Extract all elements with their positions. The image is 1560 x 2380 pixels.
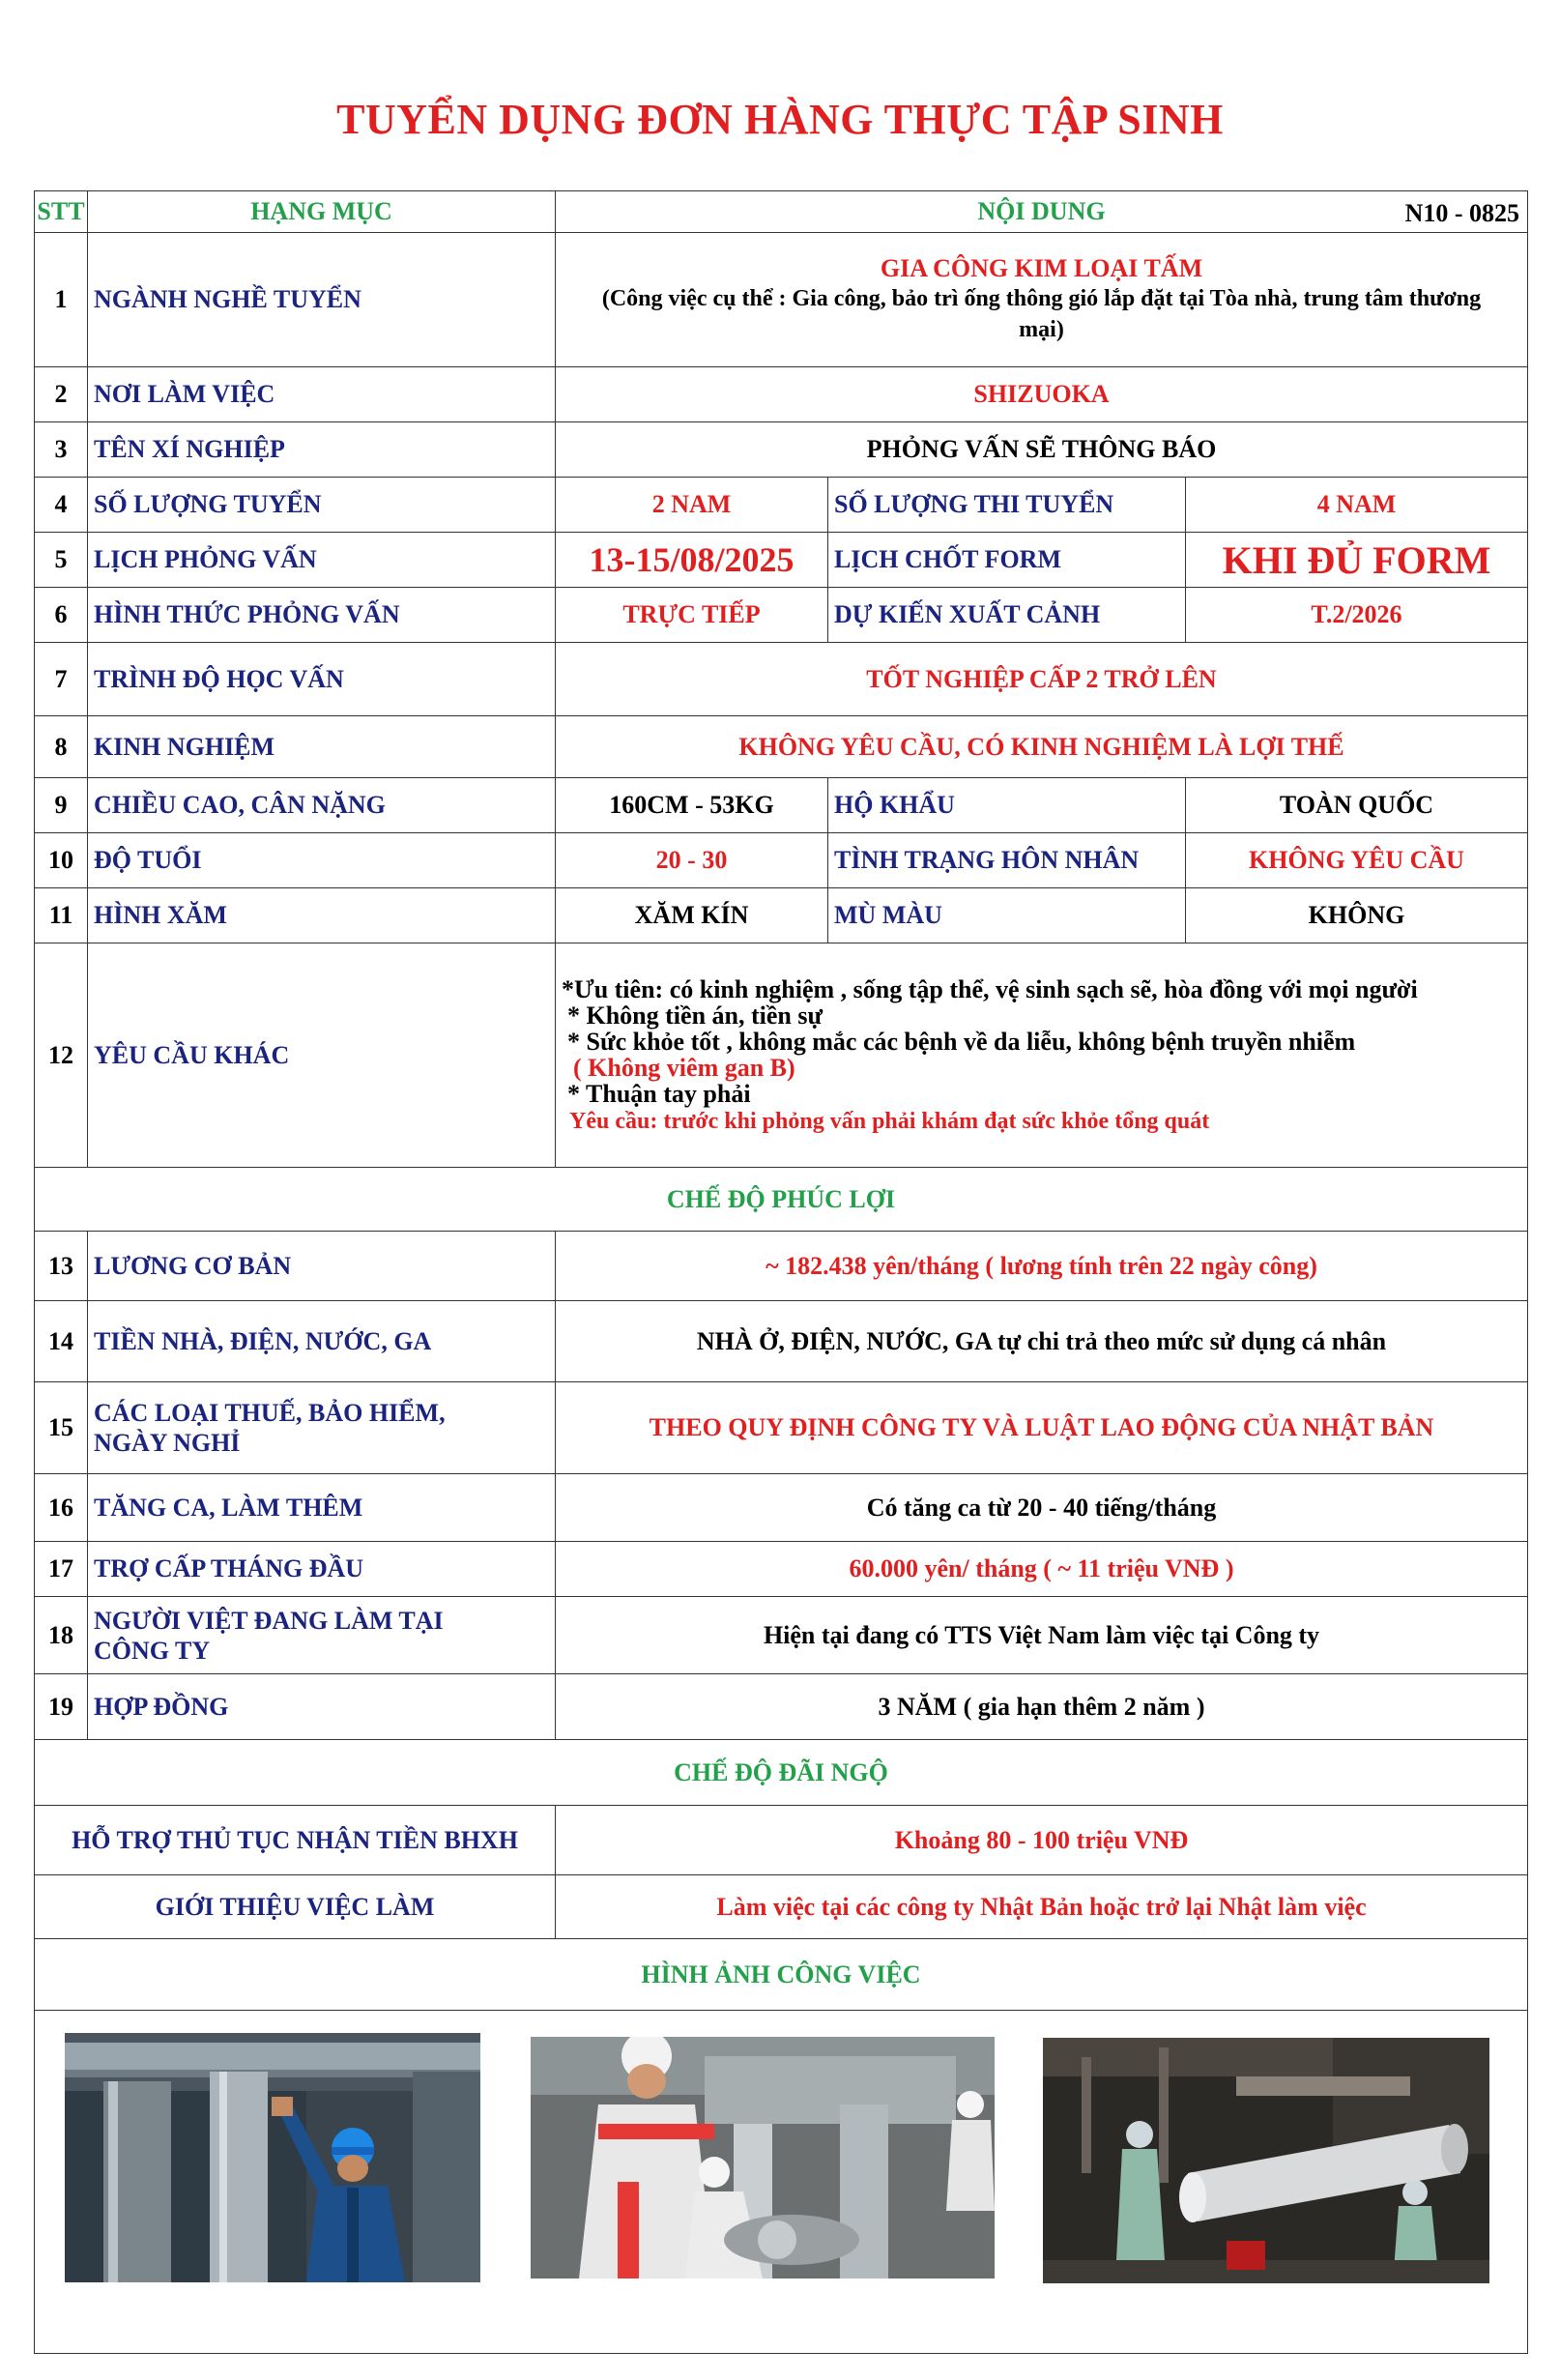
row-number: 16 — [35, 1474, 88, 1542]
interview-date: 13-15/08/2025 — [556, 533, 828, 588]
table-row — [35, 716, 1528, 778]
row-label: YÊU CẦU KHÁC — [88, 943, 556, 1168]
table-row — [35, 833, 1528, 888]
row-value-2: KHÔNG YÊU CẦU — [1186, 833, 1528, 888]
row-value-2: 4 NAM — [1186, 478, 1528, 533]
row-number: 5 — [35, 533, 88, 588]
form-deadline: KHI ĐỦ FORM — [1186, 533, 1528, 588]
row-value: 3 NĂM ( gia hạn thêm 2 năm ) — [556, 1674, 1528, 1740]
row-label: HỖ TRỢ THỦ TỤC NHẬN TIỀN BHXH — [35, 1806, 556, 1875]
requirement-line: ( Không viêm gan B) — [573, 1053, 795, 1082]
row-label: HÌNH THỨC PHỎNG VẤN — [88, 588, 556, 643]
row-label — [88, 1597, 556, 1674]
requirement-line: Yêu cầu: trước khi phỏng vấn phải khám đạt sức khỏe tổng quát — [569, 1108, 1210, 1134]
header-content: NỘI DUNG — [977, 197, 1106, 225]
table-row — [35, 943, 1528, 1168]
row-number: 14 — [35, 1301, 88, 1382]
row-value: Làm việc tại các công ty Nhật Bản hoặc trở lại Nhật làm việc — [556, 1875, 1528, 1939]
row-value: NHÀ Ở, ĐIỆN, NƯỚC, GA tự chi trả theo mức sử dụng cá nhân — [556, 1301, 1528, 1382]
row-value — [556, 233, 1528, 367]
row-value-2: TOÀN QUỐC — [1186, 778, 1528, 833]
row-label: ĐỘ TUỔI — [88, 833, 556, 888]
table-row — [35, 233, 1528, 367]
work-photo-duct-installation — [65, 2033, 480, 2282]
row-number: 18 — [35, 1597, 88, 1674]
row-label-line: NGƯỜI VIỆT ĐANG LÀM TẠI — [94, 1606, 444, 1635]
table-row — [35, 888, 1528, 943]
row-label: KINH NGHIỆM — [88, 716, 556, 778]
section-photos — [35, 1939, 1528, 2011]
header-stt: STT — [35, 191, 88, 233]
row-label: TĂNG CA, LÀM THÊM — [88, 1474, 556, 1542]
row-label: NƠI LÀM VIỆC — [88, 367, 556, 422]
work-photo-pipe-welding — [531, 2037, 995, 2278]
row-number: 9 — [35, 778, 88, 833]
table-row — [35, 1542, 1528, 1597]
work-photo-large-duct — [1043, 2038, 1489, 2283]
row-label — [88, 1382, 556, 1474]
row-label-line: NGÀY NGHỈ — [94, 1429, 241, 1457]
table-row — [35, 1597, 1528, 1674]
row-value: Khoảng 80 - 100 triệu VNĐ — [556, 1806, 1528, 1875]
row-number: 8 — [35, 716, 88, 778]
row-label-2: MÙ MÀU — [828, 888, 1186, 943]
table-row — [35, 367, 1528, 422]
table-row — [35, 1875, 1528, 1939]
row-number: 3 — [35, 422, 88, 478]
row-label: NGÀNH NGHỀ TUYỂN — [88, 233, 556, 367]
row-label: TIỀN NHÀ, ĐIỆN, NƯỚC, GA — [88, 1301, 556, 1382]
row-label: LƯƠNG CƠ BẢN — [88, 1232, 556, 1301]
requirement-line: * Không tiền án, tiền sự — [567, 1001, 823, 1030]
row-value: TRỰC TIẾP — [556, 588, 828, 643]
section-rewards — [35, 1740, 1528, 1806]
table-row — [35, 1232, 1528, 1301]
row-label: HÌNH XĂM — [88, 888, 556, 943]
row-value: 2 NAM — [556, 478, 828, 533]
row-label: LỊCH PHỎNG VẤN — [88, 533, 556, 588]
table-row — [35, 1474, 1528, 1542]
row-value: XĂM KÍN — [556, 888, 828, 943]
row-label: TRÌNH ĐỘ HỌC VẤN — [88, 643, 556, 716]
table-row — [35, 643, 1528, 716]
row-number: 19 — [35, 1674, 88, 1740]
row-value-2: T.2/2026 — [1186, 588, 1528, 643]
row-label: GIỚI THIỆU VIỆC LÀM — [35, 1875, 556, 1939]
table-row — [35, 1382, 1528, 1474]
row-label-line: CÁC LOẠI THUẾ, BẢO HIỂM, — [94, 1399, 446, 1427]
row-value: KHÔNG YÊU CẦU, CÓ KINH NGHIỆM LÀ LỢI THẾ — [556, 716, 1528, 778]
row-label-line: CÔNG TY — [94, 1636, 211, 1665]
row-value: THEO QUY ĐỊNH CÔNG TY VÀ LUẬT LAO ĐỘNG CỦA NHẬT BẢN — [556, 1382, 1528, 1474]
row-value: 160CM - 53KG — [556, 778, 828, 833]
job-title: GIA CÔNG KIM LOẠI TẤM — [880, 254, 1203, 282]
table-header — [35, 191, 1528, 233]
row-label-2: SỐ LƯỢNG THI TUYỂN — [828, 478, 1186, 533]
row-label: HỢP ĐỒNG — [88, 1674, 556, 1740]
table-row — [35, 533, 1528, 588]
row-value: 60.000 yên/ tháng ( ~ 11 triệu VNĐ ) — [556, 1542, 1528, 1597]
requirement-line: * Thuận tay phải — [567, 1079, 751, 1108]
row-value: 20 - 30 — [556, 833, 828, 888]
row-label: SỐ LƯỢNG TUYỂN — [88, 478, 556, 533]
row-number: 11 — [35, 888, 88, 943]
section-title: CHẾ ĐỘ ĐÃI NGỘ — [35, 1740, 1528, 1806]
table-row — [35, 1674, 1528, 1740]
row-number: 4 — [35, 478, 88, 533]
row-value: PHỎNG VẤN SẼ THÔNG BÁO — [556, 422, 1528, 478]
other-requirements — [556, 943, 1528, 1168]
section-title: CHẾ ĐỘ PHÚC LỢI — [35, 1168, 1528, 1232]
page-title: TUYỂN DỤNG ĐƠN HÀNG THỰC TẬP SINH — [336, 96, 1224, 143]
job-table — [34, 190, 1528, 2354]
row-label-2: LỊCH CHỐT FORM — [828, 533, 1186, 588]
row-value: SHIZUOKA — [556, 367, 1528, 422]
row-value: Hiện tại đang có TTS Việt Nam làm việc tại Công ty — [556, 1597, 1528, 1674]
row-label-2: HỘ KHẨU — [828, 778, 1186, 833]
table-row — [35, 778, 1528, 833]
table-row — [35, 478, 1528, 533]
header-category: HẠNG MỤC — [88, 191, 556, 233]
section-benefits — [35, 1168, 1528, 1232]
requirement-line: * Sức khỏe tốt , không mắc các bệnh về da liễu, không bệnh truyền nhiễm — [567, 1027, 1356, 1056]
row-value: TỐT NGHIỆP CẤP 2 TRỞ LÊN — [556, 643, 1528, 716]
row-value-2: KHÔNG — [1186, 888, 1528, 943]
row-label: TRỢ CẤP THÁNG ĐẦU — [88, 1542, 556, 1597]
row-number: 1 — [35, 233, 88, 367]
row-number: 13 — [35, 1232, 88, 1301]
row-number: 7 — [35, 643, 88, 716]
row-label: CHIỀU CAO, CÂN NẶNG — [88, 778, 556, 833]
row-value: ~ 182.438 yên/tháng ( lương tính trên 22 ngày công) — [556, 1232, 1528, 1301]
row-number: 12 — [35, 943, 88, 1168]
row-number: 2 — [35, 367, 88, 422]
job-detail: (Công việc cụ thể : Gia công, bảo trì ống thông gió lắp đặt tại Tòa nhà, trung tâm thương mại) — [601, 286, 1482, 342]
row-number: 17 — [35, 1542, 88, 1597]
row-label-2: DỰ KIẾN XUẤT CẢNH — [828, 588, 1186, 643]
table-row — [35, 588, 1528, 643]
row-number: 15 — [35, 1382, 88, 1474]
table-row — [35, 1806, 1528, 1875]
requirement-line: *Ưu tiên: có kinh nghiệm , sống tập thể, vệ sinh sạch sẽ, hòa đồng với mọi người — [562, 974, 1418, 1003]
order-code: N10 - 0825 — [1404, 199, 1519, 227]
row-number: 6 — [35, 588, 88, 643]
row-value: Có tăng ca từ 20 - 40 tiếng/tháng — [556, 1474, 1528, 1542]
table-row — [35, 1301, 1528, 1382]
table-row — [35, 422, 1528, 478]
row-number: 10 — [35, 833, 88, 888]
section-title: HÌNH ẢNH CÔNG VIỆC — [35, 1939, 1528, 2011]
row-label: TÊN XÍ NGHIỆP — [88, 422, 556, 478]
row-label-2: TÌNH TRẠNG HÔN NHÂN — [828, 833, 1186, 888]
header-content-cell — [556, 191, 1528, 233]
